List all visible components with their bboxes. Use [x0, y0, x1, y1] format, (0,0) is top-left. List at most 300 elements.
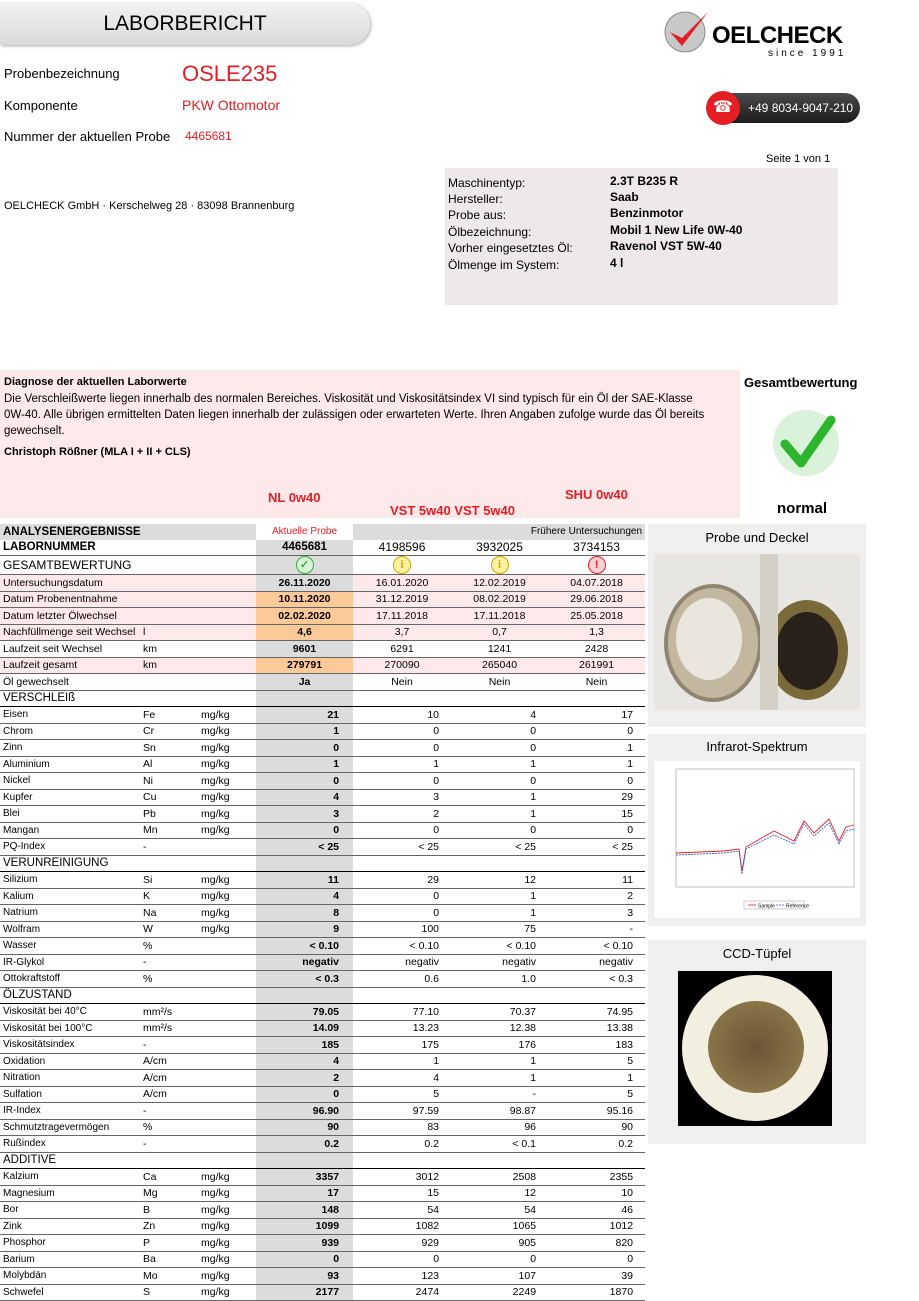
current-value: 14.09: [256, 1020, 353, 1037]
previous-value: 17.11.2018: [451, 608, 548, 625]
row-unit: [198, 954, 256, 971]
row-unit: [198, 1020, 256, 1037]
row-symbol: -: [140, 839, 198, 856]
previous-value: 0: [353, 773, 451, 790]
previous-value: Nein: [451, 674, 548, 691]
rating-cell: [256, 556, 353, 575]
previous-value: 12.02.2019: [451, 575, 548, 592]
report-title: LABORBERICHT: [0, 3, 370, 45]
section-spacer: [451, 1152, 548, 1169]
row-unit: mg/kg: [198, 1202, 256, 1219]
previous-value: 0: [353, 723, 451, 740]
row-label: Wasser: [0, 938, 140, 955]
previous-value: 1065: [451, 1218, 548, 1235]
table-row: [0, 839, 645, 856]
machine-label: Hersteller:: [448, 192, 503, 206]
row-label: Laufzeit gesamt: [0, 657, 140, 674]
previous-value: 1: [451, 905, 548, 922]
section-spacer: [256, 1152, 353, 1169]
row-label: Wolfram: [0, 921, 140, 938]
row-symbol: mm²/s: [140, 1020, 198, 1037]
previous-value: 3,7: [353, 624, 451, 641]
current-value: Ja: [256, 674, 353, 691]
previous-value: 107: [451, 1268, 548, 1285]
row-symbol: %: [140, 971, 198, 988]
current-value: 10.11.2020: [256, 591, 353, 608]
previous-value: 2428: [548, 641, 645, 658]
row-symbol: km: [140, 641, 198, 658]
previous-value: negativ: [451, 954, 548, 971]
previous-value: 3: [548, 905, 645, 922]
current-value: 0.2: [256, 1136, 353, 1153]
row-label: Nickel: [0, 773, 140, 790]
machine-value: 2.3T B235 R: [610, 174, 679, 188]
row-symbol: Ca: [140, 1169, 198, 1186]
table-row: [0, 1136, 645, 1153]
previous-value: 0,7: [451, 624, 548, 641]
previous-value: 0.6: [353, 971, 451, 988]
previous-value: 2508: [451, 1169, 548, 1186]
row-symbol: Ni: [140, 773, 198, 790]
previous-value: 5: [353, 1086, 451, 1103]
previous-value: 0: [548, 723, 645, 740]
row-symbol: -: [140, 1136, 198, 1153]
section-spacer: [451, 987, 548, 1004]
previous-value: 5: [548, 1086, 645, 1103]
row-label: Schmutztragevermögen: [0, 1119, 140, 1136]
previous-value: 0: [451, 1251, 548, 1268]
row-label: Silizium: [0, 872, 140, 889]
rating-cell: [548, 556, 645, 575]
current-value: 4,6: [256, 624, 353, 641]
row-symbol: Fe: [140, 707, 198, 724]
previous-value: 3: [353, 789, 451, 806]
row-symbol: B: [140, 1202, 198, 1219]
row-unit: mg/kg: [198, 1218, 256, 1235]
previous-value: 0: [451, 740, 548, 757]
row-unit: [198, 591, 256, 608]
section-title: ÖLZUSTAND: [0, 987, 256, 1004]
previous-value: 1: [451, 1070, 548, 1087]
row-unit: mg/kg: [198, 723, 256, 740]
previous-value: -: [451, 1086, 548, 1103]
previous-value: 10: [353, 707, 451, 724]
diagnosis-box: [0, 370, 740, 518]
row-label: Eisen: [0, 707, 140, 724]
logo-text: OELCHECK: [712, 22, 843, 49]
previous-value: 123: [353, 1268, 451, 1285]
section-spacer: [353, 855, 451, 872]
analysis-results-header: ANALYSENERGEBNISSE: [0, 524, 256, 540]
phone-number: +49 8034-9047-210: [748, 101, 854, 115]
ir-spectrum-panel: [648, 734, 866, 926]
history-label-nl: NL 0w40: [268, 490, 321, 505]
row-unit: mg/kg: [198, 822, 256, 839]
previous-value: 0.2: [353, 1136, 451, 1153]
table-row: [0, 740, 645, 757]
current-value: 3: [256, 806, 353, 823]
row-unit: [198, 839, 256, 856]
rating-cell: [353, 556, 451, 575]
previous-value: 77.10: [353, 1004, 451, 1021]
overall-rating-title: Gesamtbewertung: [744, 375, 858, 390]
current-value: 0: [256, 1251, 353, 1268]
previous-value: Nein: [548, 674, 645, 691]
row-symbol: Cu: [140, 789, 198, 806]
previous-value: 0: [451, 773, 548, 790]
row-label: IR-Glykol: [0, 954, 140, 971]
section-spacer: [256, 690, 353, 707]
previous-value: 29: [548, 789, 645, 806]
previous-value: 90: [548, 1119, 645, 1136]
previous-value: 1: [353, 1053, 451, 1070]
row-label: Untersuchungsdatum: [0, 575, 140, 592]
machine-info-box: [445, 168, 838, 305]
previous-value: 1: [353, 756, 451, 773]
previous-value: 1: [451, 789, 548, 806]
previous-value: 270090: [353, 657, 451, 674]
sample-name-label: Probenbezeichnung: [4, 66, 120, 81]
row-symbol: S: [140, 1284, 198, 1301]
row-symbol: Na: [140, 905, 198, 922]
diagnosis-title: Diagnose der aktuellen Laborwerte: [4, 376, 187, 388]
current-value: < 25: [256, 839, 353, 856]
row-unit: mg/kg: [198, 773, 256, 790]
sample-name-value: OSLE235: [182, 61, 278, 86]
table-row: [0, 723, 645, 740]
previous-value: 29.06.2018: [548, 591, 645, 608]
previous-value: 1012: [548, 1218, 645, 1235]
lab-number-previous: 3932025: [451, 540, 548, 556]
machine-value: Benzinmotor: [610, 206, 684, 220]
previous-value: 95.16: [548, 1103, 645, 1120]
rating-warning-icon: i: [393, 556, 411, 574]
row-symbol: Al: [140, 756, 198, 773]
row-unit: [198, 641, 256, 658]
sample-photo-title: Probe und Deckel: [705, 530, 809, 545]
row-unit: [198, 1119, 256, 1136]
logo-sub: since 1991: [768, 48, 847, 59]
lab-number-current: 4465681: [256, 540, 353, 556]
machine-value: Saab: [610, 190, 639, 204]
table-row: [0, 674, 645, 691]
previous-value: 5: [548, 1053, 645, 1070]
table-row: [0, 707, 645, 724]
previous-value: 0: [353, 888, 451, 905]
machine-label: Ölmenge im System:: [448, 258, 560, 272]
table-row: [0, 1235, 645, 1252]
previous-value: 2474: [353, 1284, 451, 1301]
previous-value: 1870: [548, 1284, 645, 1301]
row-symbol: km: [140, 657, 198, 674]
previous-value: 17.11.2018: [353, 608, 451, 625]
row-symbol: A/cm: [140, 1053, 198, 1070]
previous-value: 0: [548, 822, 645, 839]
previous-value: < 0.10: [548, 938, 645, 955]
row-label: Barium: [0, 1251, 140, 1268]
table-row: [0, 905, 645, 922]
previous-value: negativ: [548, 954, 645, 971]
row-symbol: W: [140, 921, 198, 938]
row-unit: [198, 608, 256, 625]
table-row: [0, 921, 645, 938]
previous-value: 16.01.2020: [353, 575, 451, 592]
previous-value: < 0.10: [353, 938, 451, 955]
component-label: Komponente: [4, 98, 78, 113]
table-row: [0, 1284, 645, 1301]
row-label: Laufzeit seit Wechsel: [0, 641, 140, 658]
previous-value: < 25: [451, 839, 548, 856]
row-label: Nachfüllmenge seit Wechsel: [0, 624, 140, 641]
row-unit: [198, 674, 256, 691]
diagnosis-text: Die Verschleißwerte liegen innerhalb des normalen Bereiches. Viskosität und Viskositätsindex VI sind typisch für ein Öl der SAE-Klasse 0W-40. Alle übrigen ermittelten Daten liegen innerhalb der zulässigen oder erwarteten Werte. Ihren Angaben zufolge wurde das Öl bereits gewechselt.: [4, 393, 705, 437]
previous-value: 265040: [451, 657, 548, 674]
sample-number-value: 4465681: [185, 129, 232, 143]
machine-label: Vorher eingesetztes Öl:: [448, 241, 573, 255]
row-symbol: mm²/s: [140, 1004, 198, 1021]
table-row: [0, 1268, 645, 1285]
section-header-row: [0, 1152, 645, 1169]
current-value: 4: [256, 888, 353, 905]
previous-value: 0: [353, 740, 451, 757]
phone-badge: [708, 93, 860, 123]
sample-number-label: Nummer der aktuellen Probe: [4, 129, 171, 144]
previous-value: 12: [451, 872, 548, 889]
previous-value: 1.0: [451, 971, 548, 988]
row-symbol: Si: [140, 872, 198, 889]
row-unit: mg/kg: [198, 789, 256, 806]
section-spacer: [451, 855, 548, 872]
row-symbol: Zn: [140, 1218, 198, 1235]
previous-value: 1082: [353, 1218, 451, 1235]
row-unit: mg/kg: [198, 1284, 256, 1301]
previous-value: 1: [548, 1070, 645, 1087]
previous-value: 3012: [353, 1169, 451, 1186]
section-spacer: [548, 1152, 645, 1169]
section-spacer: [353, 690, 451, 707]
row-symbol: Pb: [140, 806, 198, 823]
section-header-row: [0, 690, 645, 707]
row-unit: mg/kg: [198, 1235, 256, 1252]
previous-value: 6291: [353, 641, 451, 658]
history-label-shu: SHU 0w40: [565, 487, 628, 502]
results-table: [0, 524, 645, 1301]
row-symbol: K: [140, 888, 198, 905]
row-label: Chrom: [0, 723, 140, 740]
current-sample-header: Aktuelle Probe: [272, 526, 338, 538]
row-unit: mg/kg: [198, 921, 256, 938]
row-unit: [198, 971, 256, 988]
row-unit: mg/kg: [198, 1185, 256, 1202]
previous-value: 1: [548, 740, 645, 757]
previous-value: 13.38: [548, 1020, 645, 1037]
previous-value: 175: [353, 1037, 451, 1054]
previous-value: 46: [548, 1202, 645, 1219]
previous-value: 31.12.2019: [353, 591, 451, 608]
previous-value: 2: [353, 806, 451, 823]
row-label: Zinn: [0, 740, 140, 757]
row-label: Kalzium: [0, 1169, 140, 1186]
rating-alert-icon: !: [588, 556, 606, 574]
ccd-image: [678, 971, 832, 1126]
row-label: Zink: [0, 1218, 140, 1235]
previous-value: 0: [451, 723, 548, 740]
row-label: Öl gewechselt: [0, 674, 140, 691]
current-value: 1: [256, 756, 353, 773]
previous-value: 04.07.2018: [548, 575, 645, 592]
row-label: Kupfer: [0, 789, 140, 806]
current-value: 3357: [256, 1169, 353, 1186]
previous-value: 08.02.2019: [451, 591, 548, 608]
row-symbol: A/cm: [140, 1070, 198, 1087]
previous-value: 39: [548, 1268, 645, 1285]
section-title: VERUNREINIGUNG: [0, 855, 256, 872]
current-value: 02.02.2020: [256, 608, 353, 625]
rating-ok-icon: ✓: [296, 556, 314, 574]
previous-value: 1,3: [548, 624, 645, 641]
section-spacer: [548, 855, 645, 872]
rating-label: GESAMTBEWERTUNG: [0, 556, 256, 575]
previous-value: < 0.1: [451, 1136, 548, 1153]
row-unit: [198, 1103, 256, 1120]
previous-value: 4: [353, 1070, 451, 1087]
previous-value: negativ: [353, 954, 451, 971]
rating-cell: [451, 556, 548, 575]
oelcheck-logo: [662, 8, 862, 58]
previous-value: 1: [451, 756, 548, 773]
previous-value: 70.37: [451, 1004, 548, 1021]
row-unit: [198, 1037, 256, 1054]
previous-value: 54: [451, 1202, 548, 1219]
table-row: [0, 657, 645, 674]
machine-label: Probe aus:: [448, 208, 507, 222]
row-symbol: [140, 608, 198, 625]
table-row: [0, 1037, 645, 1054]
table-row: [0, 938, 645, 955]
current-value: 8: [256, 905, 353, 922]
lab-number-row: [0, 540, 645, 556]
row-label: Ottokraftstoff: [0, 971, 140, 988]
row-symbol: Mo: [140, 1268, 198, 1285]
machine-label: Maschinentyp:: [448, 176, 526, 190]
table-row: [0, 806, 645, 823]
section-spacer: [548, 987, 645, 1004]
machine-value: 4 l: [610, 256, 624, 270]
current-value: 185: [256, 1037, 353, 1054]
lab-number-label: LABORNUMMER: [0, 540, 256, 556]
previous-value: 17: [548, 707, 645, 724]
row-label: Molybdän: [0, 1268, 140, 1285]
row-symbol: Mn: [140, 822, 198, 839]
current-value: < 0.10: [256, 938, 353, 955]
row-unit: mg/kg: [198, 756, 256, 773]
row-unit: mg/kg: [198, 1169, 256, 1186]
row-unit: mg/kg: [198, 707, 256, 724]
current-value: 26.11.2020: [256, 575, 353, 592]
ccd-panel: [648, 940, 866, 1144]
previous-value: 75: [451, 921, 548, 938]
table-row: [0, 822, 645, 839]
previous-value: 15: [353, 1185, 451, 1202]
section-title: ADDITIVE: [0, 1152, 256, 1169]
previous-value: 29: [353, 872, 451, 889]
table-row: [0, 1202, 645, 1219]
table-row: [0, 1086, 645, 1103]
row-symbol: -: [140, 1103, 198, 1120]
row-unit: mg/kg: [198, 740, 256, 757]
row-symbol: %: [140, 938, 198, 955]
previous-value: 929: [353, 1235, 451, 1252]
current-value: 9: [256, 921, 353, 938]
row-unit: mg/kg: [198, 1251, 256, 1268]
ir-spectrum-chart: [654, 761, 860, 918]
row-symbol: -: [140, 954, 198, 971]
phone-icon: ☎: [706, 91, 740, 125]
row-symbol: l: [140, 624, 198, 641]
current-value: 279791: [256, 657, 353, 674]
current-value: 0: [256, 1086, 353, 1103]
lab-number-previous: 4198596: [353, 540, 451, 556]
previous-value: 1: [451, 806, 548, 823]
table-row: [0, 971, 645, 988]
green-check-icon: [771, 408, 841, 478]
table-row: [0, 773, 645, 790]
current-value: 1: [256, 723, 353, 740]
row-symbol: Mg: [140, 1185, 198, 1202]
previous-value: 1: [451, 888, 548, 905]
previous-value: 13.23: [353, 1020, 451, 1037]
previous-value: 905: [451, 1235, 548, 1252]
table-row: [0, 1169, 645, 1186]
previous-value: 25.05.2018: [548, 608, 645, 625]
current-value: 93: [256, 1268, 353, 1285]
row-unit: [198, 624, 256, 641]
previous-value: 11: [548, 872, 645, 889]
current-value: negativ: [256, 954, 353, 971]
row-label: Rußindex: [0, 1136, 140, 1153]
previous-value: < 25: [353, 839, 451, 856]
table-row: [0, 641, 645, 658]
diagnosis-author: Christoph Rößner (MLA I + II + CLS): [4, 446, 191, 458]
previous-value: 176: [451, 1037, 548, 1054]
row-unit: [198, 938, 256, 955]
ir-spectrum-title: Infrarot-Spektrum: [706, 739, 808, 754]
row-label: Blei: [0, 806, 140, 823]
row-symbol: Sn: [140, 740, 198, 757]
current-value: 17: [256, 1185, 353, 1202]
component-value: PKW Ottomotor: [182, 97, 281, 113]
table-row: [0, 954, 645, 971]
row-symbol: [140, 591, 198, 608]
row-label: Oxidation: [0, 1053, 140, 1070]
previous-value: 0.2: [548, 1136, 645, 1153]
previous-value: 10: [548, 1185, 645, 1202]
row-symbol: P: [140, 1235, 198, 1252]
ir-legend-reference: Reference: [786, 903, 810, 910]
table-row: [0, 1103, 645, 1120]
row-label: Schwefel: [0, 1284, 140, 1301]
previous-value: 0: [353, 905, 451, 922]
row-label: Natrium: [0, 905, 140, 922]
section-spacer: [353, 1152, 451, 1169]
row-symbol: A/cm: [140, 1086, 198, 1103]
section-header-row: [0, 987, 645, 1004]
table-row: [0, 591, 645, 608]
table-row: [0, 789, 645, 806]
current-value: 9601: [256, 641, 353, 658]
row-label: Aluminium: [0, 756, 140, 773]
section-spacer: [353, 987, 451, 1004]
